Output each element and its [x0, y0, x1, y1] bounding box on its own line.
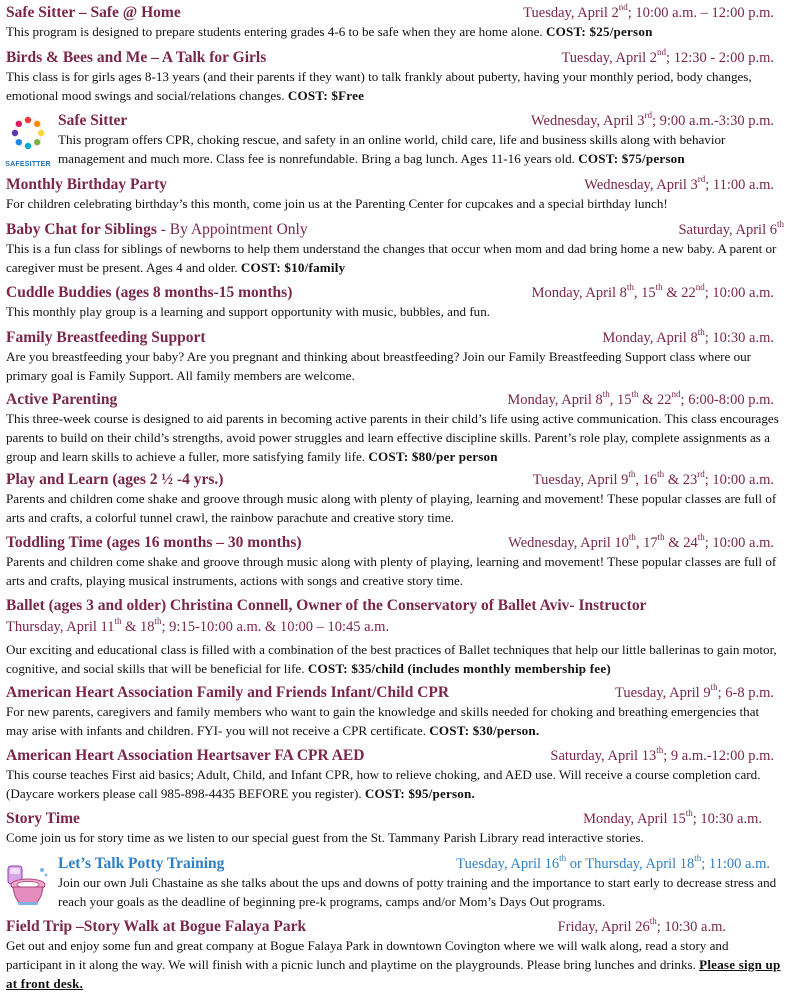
event-title: Toddling Time (ages 16 months – 30 months) [6, 534, 302, 551]
event-title: Field Trip –Story Walk at Bogue Falaya Park [6, 918, 307, 935]
event-date: Friday, April 26th; 10:30 a.m. [557, 916, 726, 935]
event-description: Get out and enjoy some fun and great company at Bogue Falaya Park in downtown Covington where we will walk along, read a story and participant in it along the way. We will finish with a picnic lunch and playtime on the playgrounds. Please bring lunches and drinks. Please sign up at front desk. [6, 938, 781, 991]
event-title: Monthly Birthday Party [6, 176, 168, 193]
event-date: Tuesday, April 2nd; 12:30 - 2:00 p.m. [561, 47, 774, 66]
event-title: Ballet (ages 3 and older) Christina Connell, Owner of the Conservatory of Ballet Aviv- Instructor [6, 597, 647, 614]
event-date: Tuesday, April 9th, 16th & 23rd; 10:00 a.m. [532, 469, 774, 488]
event-title: Baby Chat for Siblings - By Appointment Only [6, 221, 308, 238]
event-title: Story Time [6, 810, 80, 827]
event-description: Join our own Juli Chastaine as she talks about the ups and downs of potty training and the importance to start early to decrease stress and reach your goals as the deadline of beginning pre-k programs, camps and/or Mom’s Days Out programs. [58, 875, 777, 909]
event-description: For children celebrating birthday’s this month, come join us at the Parenting Center for cupcakes and a special birthday lunch! [6, 196, 668, 211]
event-description: This program is designed to prepare students entering grades 4-6 to be safe when they are home alone. COST: $25/person [6, 24, 653, 39]
event-cost: COST: $25/person [545, 24, 653, 39]
event-title: Birds & Bees and Me – A Talk for Girls [6, 49, 267, 66]
event-description: This is a fun class for siblings of newborns to help them understand the changes that occur when mom and dad bring home a new baby. A parent or caregiver must be present. Ages 4 and older. COST: $10/family [6, 241, 777, 275]
event-play-and-learn [6, 471, 784, 527]
event-description: This course teaches First aid basics; Adult, Child, and Infant CPR, how to relieve choking, and AED use. Will receive a course completion card. (Daycare workers please call 985-898-4435 BEFORE you register). COST: $95/person. [6, 767, 761, 801]
event-description: For new parents, caregivers and family members who want to gain the knowledge and skills needed for choking and breathing emergencies that may arise with infants and children. FYI- you will not receive a CPR certificate. COST: $30/person. [6, 704, 760, 738]
event-aha-heartsaver [6, 747, 784, 803]
event-date: Tuesday, April 9th; 6-8 p.m. [614, 682, 774, 701]
event-description: Come join us for story time as we listen to our special guest from the St. Tammany Parish Library read interactive stories. [6, 830, 644, 845]
event-date: Monday, April 8th, 15th & 22nd; 6:00-8:00 p.m. [507, 389, 774, 408]
event-potty-training [6, 855, 784, 911]
event-date: Wednesday, April 3rd; 9:00 a.m.-3:30 p.m. [530, 110, 774, 129]
event-cuddle-buddies [6, 284, 784, 321]
event-aha-family-friends-cpr [6, 684, 784, 740]
event-date: Monday, April 8th; 10:30 a.m. [602, 327, 774, 346]
event-date: Monday, April 15th; 10:30 a.m. [583, 808, 762, 827]
event-family-breastfeeding-support [6, 329, 784, 385]
event-date: Wednesday, April 3rd; 11:00 a.m. [584, 174, 774, 193]
event-description: Parents and children come shake and groove through music along with plenty of playing, learning and movement! These popular classes are full of arts and crafts, playing musical instruments, actions with songs and creative story time. [6, 554, 777, 588]
event-date: Tuesday, April 16th or Thursday, April 18th; 11:00 a.m. [456, 853, 770, 872]
event-title: Family Breastfeeding Support [6, 329, 206, 346]
event-story-time [6, 810, 784, 847]
event-title: Safe Sitter [58, 112, 128, 129]
potty-icon [4, 861, 52, 909]
event-safe-sitter [6, 112, 784, 168]
event-baby-chat-for-siblings [6, 221, 784, 277]
event-date: Saturday, April 13th; 9 a.m.-12:00 p.m. [550, 745, 774, 764]
event-description: This class is for girls ages 8-13 years (and their parents if they want) to talk frankly about puberty, having your monthly period, body changes, emotional mood swings and social/relations changes. COST: $Free [6, 69, 752, 103]
event-cost: COST: $95/person. [364, 786, 475, 801]
event-date: Tuesday, April 2nd; 10:00 a.m. – 12:00 p.m. [523, 2, 774, 21]
event-title: Active Parenting [6, 391, 118, 408]
event-cost: COST: $10/family [240, 260, 346, 275]
event-birds-and-bees [6, 49, 784, 105]
event-description: Our exciting and educational class is filled with a combination of the best practices of Ballet techniques that help our little ballerinas to gain motor, cognitive, and social skills that will be beneficial for life. COST: $35/child (includes monthly membership fee) [6, 642, 777, 676]
event-cost: COST: $Free [287, 88, 365, 103]
event-title: Safe Sitter – Safe @ Home [6, 4, 181, 21]
event-cost: COST: $75/person [578, 151, 685, 166]
safe-sitter-logo: SAFESITTER [4, 116, 52, 168]
event-date: Monday, April 8th, 15th & 22nd; 10:00 a.m. [531, 282, 774, 301]
signup-note: Please sign up at front desk. [6, 957, 781, 991]
event-active-parenting [6, 391, 784, 466]
event-title: Cuddle Buddies (ages 8 months-15 months) [6, 284, 293, 301]
event-date: Saturday, April 6th [678, 219, 784, 238]
event-cost: COST: $80/per person [368, 449, 498, 464]
event-date: Thursday, April 11th & 18th; 9:15-10:00 a.m. & 10:00 – 10:45 a.m. [6, 616, 390, 635]
event-toddling-time [6, 534, 784, 590]
event-description: Are you breastfeeding your baby? Are you pregnant and thinking about breastfeeding? Join our Family Breastfeeding Support class where our primary goal is Family Support. All family members are welcome. [6, 349, 752, 383]
event-cost: COST: $30/person. [429, 723, 540, 738]
event-description: This three-week course is designed to aid parents in becoming active parents in their child’s life using active communication. This class encourages parents to build on their child’s strengths, avoid power struggles and learn effective discipline skills. Parent’s role play, complete assignments as a group and learn skills to achieve a fuller, more satisfying family life. COST: $80/per person [6, 411, 779, 464]
event-title: American Heart Association Family and Friends Infant/Child CPR [6, 684, 450, 701]
event-description: Parents and children come shake and groove through music along with plenty of playing, learning and movement! These popular classes are full of arts and crafts, a colorful tunnel crawl, the rainbow parachute and creative story time. [6, 491, 777, 525]
event-title: Play and Learn (ages 2 ½ -4 yrs.) [6, 471, 224, 488]
event-description: This monthly play group is a learning and support opportunity with music, bubbles, and fun. [6, 304, 491, 319]
event-cost: COST: $35/child (includes monthly membership fee) [307, 661, 611, 676]
event-description: This program offers CPR, choking rescue, and safety in an online world, child care, life and business skills along with behavior management and much more. Class fee is nonrefundable. Bring a bag lunch. Ages 11-16 years old. COST: $75/person [58, 132, 726, 166]
event-ballet [6, 597, 784, 678]
event-title: Let’s Talk Potty Training [58, 855, 225, 872]
event-title: American Heart Association Heartsaver FA CPR AED [6, 747, 365, 764]
event-date: Wednesday, April 10th, 17th & 24th; 10:00 a.m. [508, 532, 774, 551]
event-monthly-birthday-party [6, 176, 784, 213]
event-safe-sitter-safe-at-home [6, 4, 784, 41]
event-field-trip [6, 918, 784, 993]
